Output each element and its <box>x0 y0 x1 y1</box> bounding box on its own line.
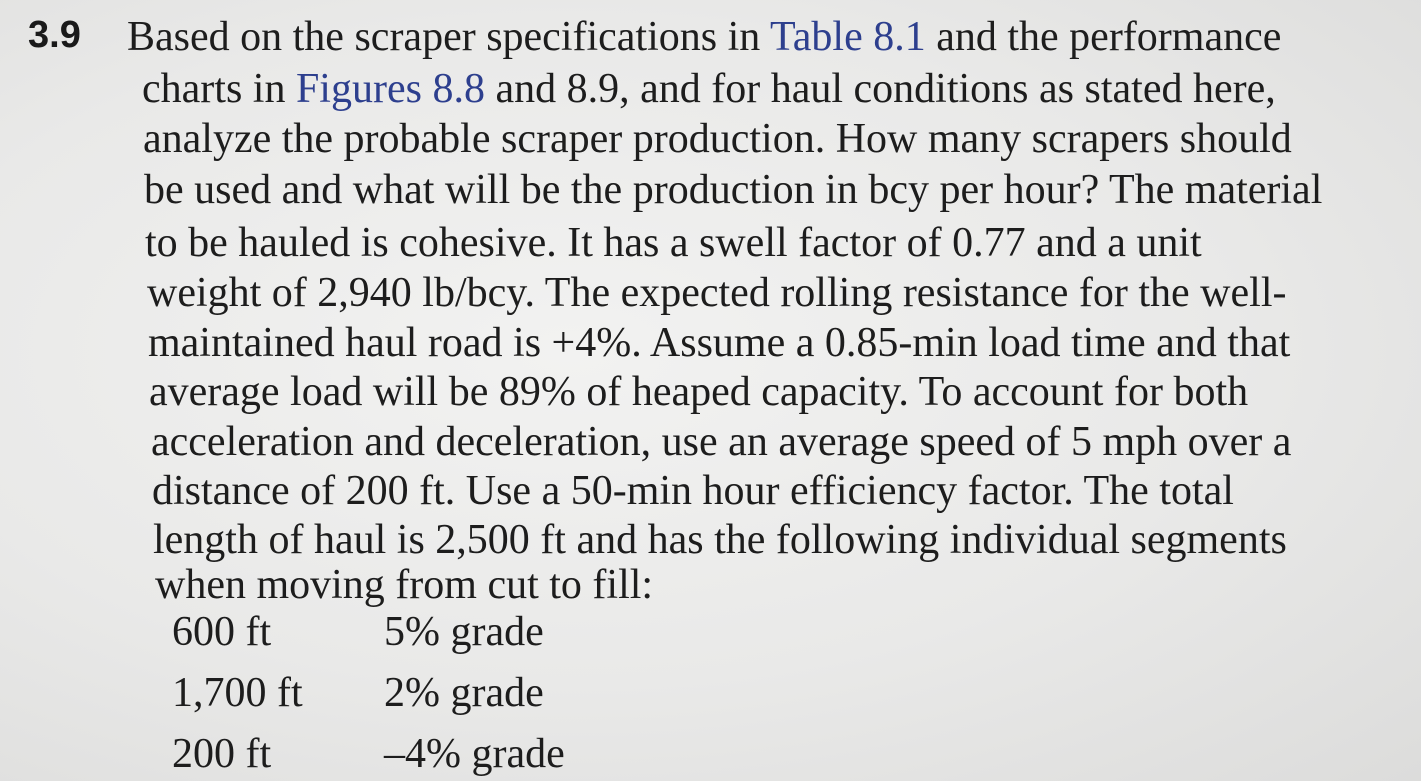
segment-length: 600 ft <box>172 609 272 655</box>
segment-length: 1,700 ft <box>172 670 303 716</box>
problem-text-line-1: Based on the scraper specifications in Table 8.1 and the performance <box>127 14 1282 60</box>
problem-text-line-7: maintained haul road is +4%. Assume a 0.85-min load time and that <box>148 320 1291 366</box>
problem-text-line-6: weight of 2,940 lb/bcy. The expected rolling resistance for the well- <box>147 270 1287 316</box>
problem-text-line-3: analyze the probable scraper production. How many scrapers should <box>143 116 1292 162</box>
problem-text-line-2: charts in Figures 8.8 and 8.9, and for haul conditions as stated here, <box>142 66 1276 112</box>
segment-grade: 2% grade <box>384 670 544 716</box>
problem-number: 3.9 <box>28 14 81 56</box>
problem-text-line-4: be used and what will be the production in bcy per hour? The material <box>144 167 1323 213</box>
figure-reference[interactable]: Figures 8.8 <box>295 66 485 112</box>
problem-text-line-12: when moving from cut to fill: <box>155 562 654 608</box>
table-reference[interactable]: Table 8.1 <box>770 14 926 60</box>
segment-length: 200 ft <box>172 731 272 777</box>
problem-text-line-5: to be hauled is cohesive. It has a swell factor of 0.77 and a unit <box>145 220 1202 266</box>
problem-text-line-10: distance of 200 ft. Use a 50-min hour efficiency factor. The total <box>152 468 1234 514</box>
problem-text-line-11: length of haul is 2,500 ft and has the following individual segments <box>153 517 1287 563</box>
problem-text-line-8: average load will be 89% of heaped capacity. To account for both <box>149 369 1249 415</box>
problem-text-line-9: acceleration and deceleration, use an average speed of 5 mph over a <box>151 419 1292 465</box>
segment-grade: –4% grade <box>384 731 565 777</box>
segment-grade: 5% grade <box>384 609 544 655</box>
